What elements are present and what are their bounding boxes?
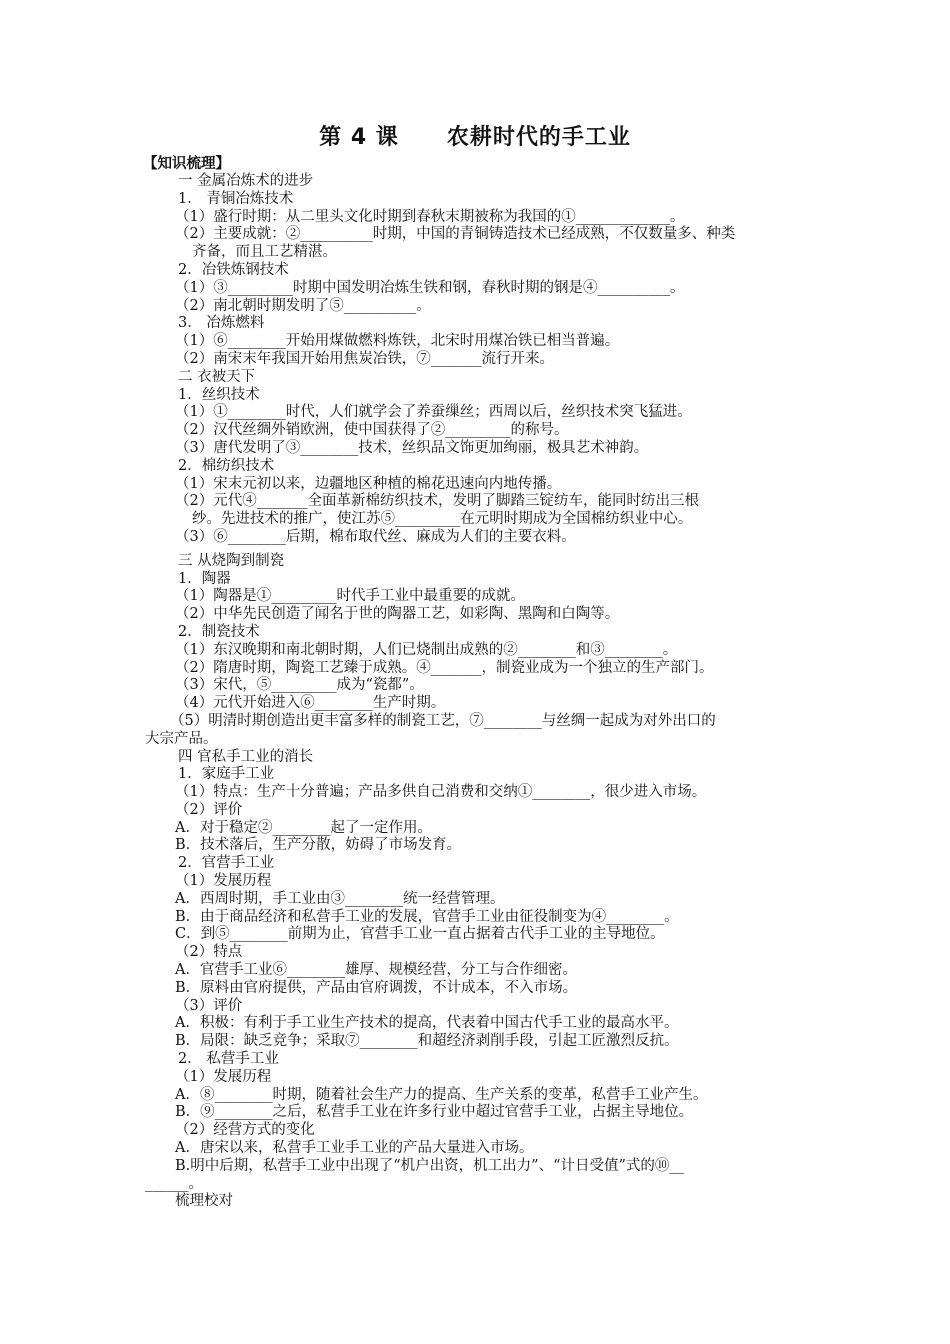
text-line: A．西周时期，手工业由③________统一经营管理。 xyxy=(175,890,505,907)
text-line: （2）南北朝时期发明了⑤__________。 xyxy=(175,297,431,314)
text-line: （1）发展历程 xyxy=(175,1068,272,1085)
text-line: A．官营手工业⑥________雄厚、规模经营，分工与合作细密。 xyxy=(175,962,577,979)
text-line: A．⑧________时期，随着社会生产力的提高、生产关系的变革，私营手工业产生。 xyxy=(175,1086,708,1103)
text-line: （2）南宋末年我国开始用焦炭冶铁，⑦_______流行开来。 xyxy=(175,350,554,367)
subsection-title: 2．官营手工业 xyxy=(178,855,275,872)
text-line: 大宗产品。 xyxy=(145,730,218,747)
text-line: （4）元代开始进入⑥________生产时期。 xyxy=(175,695,446,712)
text-line: （3）唐代发明了③________技术，丝织品文饰更加绚丽，极具艺术神韵。 xyxy=(175,439,649,456)
subsection-title: 1．陶器 xyxy=(178,570,231,587)
section-heading: 【知识梳理】 xyxy=(143,156,230,172)
text-line: （3）评价 xyxy=(175,997,243,1014)
text-line: （2）隋唐时期，陶瓷工艺臻于成熟。④_______，制瓷业成为一个独立的生产部门。 xyxy=(175,659,714,676)
text-line: （2）特点 xyxy=(175,944,243,961)
subsection-title: 2．棉纺织技术 xyxy=(178,457,275,474)
lesson-title: 农耕时代的手工业 xyxy=(446,125,631,150)
subsection-title: 2．制瓷技术 xyxy=(178,623,260,640)
section-title: 四 官私手工业的消长 xyxy=(178,748,314,765)
subsection-title: 3． 冶炼燃料 xyxy=(178,315,265,332)
text-line: （1）③_________时期中国发明冶炼生铁和钢，春秋时期的钢是④__________。 xyxy=(175,279,685,296)
footer-label: 梳理校对 xyxy=(175,1193,233,1210)
text-line: （1）陶器是①_________时代手工业中最重要的成就。 xyxy=(175,588,525,605)
section-title: 一 金属冶炼术的进步 xyxy=(178,173,314,189)
text-line: （5）明清时期创造出更丰富多样的制瓷工艺，⑦________与丝绸一起成为对外出口的 xyxy=(170,712,716,729)
subsection-title: 2． 私营手工业 xyxy=(178,1051,279,1068)
text-line: （1）宋末元初以来，边疆地区种植的棉花迅速向内地传播。 xyxy=(175,475,562,492)
text-line: B．⑨________之后，私营手工业在许多行业中超过官营手工业，占据主导地位。 xyxy=(175,1104,694,1121)
text-line: （2）中华先民创造了闻名于世的陶器工艺，如彩陶、黑陶和白陶等。 xyxy=(175,606,620,623)
subsection-title: 1． 青铜冶炼技术 xyxy=(178,190,294,207)
text-line: （2）元代④_______全面革新棉纺织技术，发明了脚踏三锭纺车，能同时纺出三根 xyxy=(175,493,699,510)
text-line: （3）⑥________后期，棉布取代丝、麻成为人们的主要衣料。 xyxy=(175,528,576,545)
subsection-title: 1．丝织技术 xyxy=(178,386,260,403)
text-line: （1）特点：生产十分普遍；产品多供自己消费和交纳①________，很少进入市场。 xyxy=(175,784,707,801)
text-line: （1）盛行时期：从二里头文化时期到春秋末期被称为我国的①_____________。 xyxy=(175,208,685,225)
text-line: （1）⑥________开始用煤做燃料炼铁，北宋时用煤冶铁已相当普遍。 xyxy=(175,333,620,350)
text-line: B．原料由官府提供，产品由官府调拨，不计成本，不入市场。 xyxy=(175,979,578,996)
text-line: （2）评价 xyxy=(175,801,243,818)
text-line: （1）①________时代，人们就学会了养蚕缫丝；西周以后，丝织技术突飞猛进。 xyxy=(175,404,692,421)
text-line: （2）主要成就：②__________时期，中国的青铜铸造技术已经成熟，不仅数量多、种类 xyxy=(175,226,736,243)
subsection-title: 2．冶铁炼钢技术 xyxy=(178,261,289,278)
text-line: A．对于稳定②________起了一定作用。 xyxy=(175,819,432,836)
text-line: 纱。先进技术的推广，使江苏⑤_________在元明时期成为全国棉纺织业中心。 xyxy=(192,511,693,528)
text-line: B．由于商品经济和私营手工业的发展，官营手工业由征役制变为④________。 xyxy=(175,908,679,925)
text-line: A．积极：有利于手工业生产技术的提高，代表着中国古代手工业的最高水平。 xyxy=(175,1015,679,1032)
text-line: （1）东汉晚期和南北朝时期，人们已烧制出成熟的②________和③________。 xyxy=(175,641,678,658)
text-line: A．唐宋以来，私营手工业手工业的产品大量进入市场。 xyxy=(175,1140,534,1157)
section-title: 三 从烧陶到制瓷 xyxy=(178,552,285,569)
text-line: （1）发展历程 xyxy=(175,873,272,890)
section-title: 二 衣被天下 xyxy=(178,368,256,385)
text-line: B．技术落后，生产分散，妨碍了市场发育。 xyxy=(175,837,462,854)
text-line: 齐备，而且工艺精湛。 xyxy=(192,244,337,261)
subsection-title: 1．家庭手工业 xyxy=(178,766,275,783)
text-line: （2）汉代丝绸外销欧洲，使中国获得了②_________的称号。 xyxy=(175,422,569,439)
page-title xyxy=(0,120,950,151)
text-line: C．到⑤________前期为止，官营手工业一直占据着古代手工业的主导地位。 xyxy=(175,926,665,943)
text-line: ______。 xyxy=(145,1175,203,1192)
text-line: （2）经营方式的变化 xyxy=(175,1122,315,1139)
text-line: B.明中后期，私营手工业中出现了“机户出资，机工出力”、“计日受值”式的⑩__ xyxy=(175,1157,684,1174)
lesson-number: 第 4 课 xyxy=(319,125,399,150)
text-line: B．局限：缺乏竞争；采取⑦________和超经济剥削手段，引起工匠激烈反抗。 xyxy=(175,1033,679,1050)
text-line: （3）宋代，⑤_________成为“瓷都”。 xyxy=(175,677,424,694)
content-body xyxy=(0,173,950,1211)
